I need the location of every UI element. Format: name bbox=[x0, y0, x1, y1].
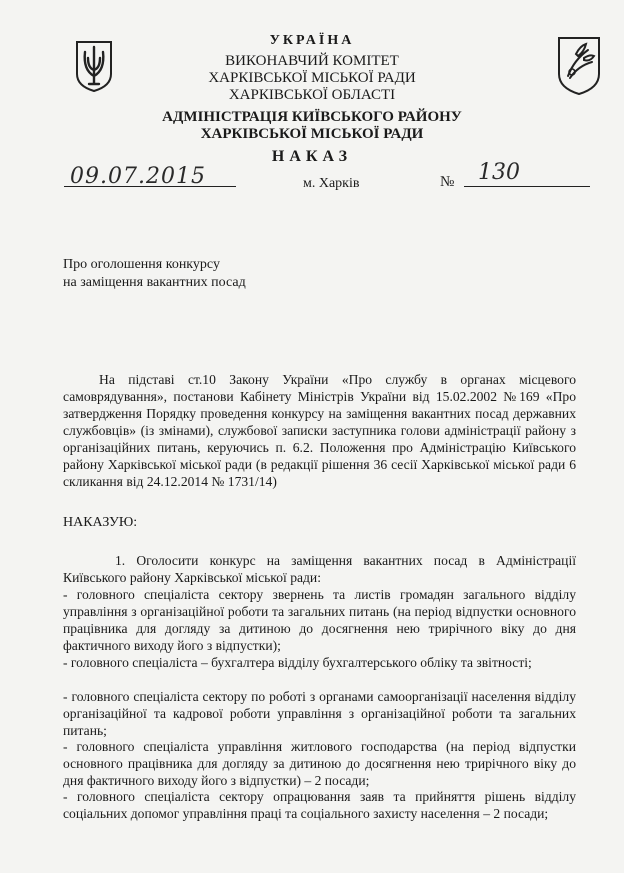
document-type: НАКАЗ bbox=[271, 148, 353, 165]
administration-heading bbox=[0, 109, 624, 143]
preamble-paragraph bbox=[63, 371, 576, 490]
order-word: НАКАЗУЮ: bbox=[63, 515, 138, 530]
committee-line: ХАРКІВСЬКОЇ МІСЬКОЇ РАДИ bbox=[208, 70, 416, 86]
date-underline bbox=[64, 186, 236, 187]
subject-line: Про оголошення конкурсу bbox=[63, 257, 220, 272]
subject-line: на заміщення вакантних посад bbox=[63, 275, 246, 290]
position-item: - головного спеціаліста управління житлового господарства (на період відпустки основного працівника для догляду за дитиною до досягнення нею трирічного віку до дня фактичного виходу його з відпустки) – 2 посади; bbox=[63, 739, 576, 788]
number-sign: № bbox=[440, 174, 455, 190]
position-item: - головного спеціаліста сектору звернень та листів громадян загального відділу управління з організаційної роботи та загальних питань (на період відпустки основного працівника для догляду за дитиною до досягнення нею трирічного віку до дня фактичного виходу його з відпустки); bbox=[63, 587, 576, 653]
position-item: - головного спеціаліста – бухгалтера відділу бухгалтерського обліку та звітності; bbox=[63, 655, 532, 670]
position-item: - головного спеціаліста сектору опрацювання заяв та прийняття рішень відділу соціальних допомог управління праці та соціального захисту населення – 2 посади; bbox=[63, 789, 576, 821]
committee-line: ВИКОНАВЧИЙ КОМІТЕТ bbox=[225, 53, 399, 69]
position-item: - головного спеціаліста сектору по роботі з органами самоорганізації населення відділу організаційної та кадрової роботи управління з організаційної роботи та загальних питань; bbox=[63, 689, 576, 738]
committee-line: ХАРКІВСЬКОЇ ОБЛАСТІ bbox=[228, 87, 396, 103]
administration-line: ХАРКІВСЬКОЇ МІСЬКОЇ РАДИ bbox=[200, 126, 424, 142]
city-label: м. Харків bbox=[303, 176, 360, 191]
country-heading: УКРАЇНА bbox=[269, 33, 355, 48]
committee-heading bbox=[0, 53, 624, 104]
item-1-paragraph bbox=[63, 552, 576, 586]
order-subject bbox=[63, 256, 246, 292]
number-underline bbox=[464, 186, 590, 187]
item-1-text: 1. Оголосити конкурс на заміщення вакантних посад в Адміністрації Київського району Харківської міської ради: bbox=[63, 553, 576, 585]
administration-line: АДМІНІСТРАЦІЯ КИЇВСЬКОГО РАЙОНУ bbox=[162, 109, 462, 125]
handwritten-number: 130 bbox=[478, 160, 520, 185]
preamble-text: На підставі ст.10 Закону України «Про службу в органах місцевого самоврядування», постанови Кабінету Міністрів України від 15.02.2002 №169 «Про затвердження Порядку проведення конкурсу на заміщення вакантних посад державних службовців» (із змінами), службової записки заступника голови адміністрації району з організаційних питань, керуючись п. 6.2. Положення про Адміністрацію Київського району Харківської міської ради (в редакції рішення 36 сесії Харківської міської ради 6 скликання від 24.12.2014 № 1731/14) bbox=[63, 372, 576, 489]
handwritten-date: 09.07.2015 bbox=[70, 164, 206, 189]
